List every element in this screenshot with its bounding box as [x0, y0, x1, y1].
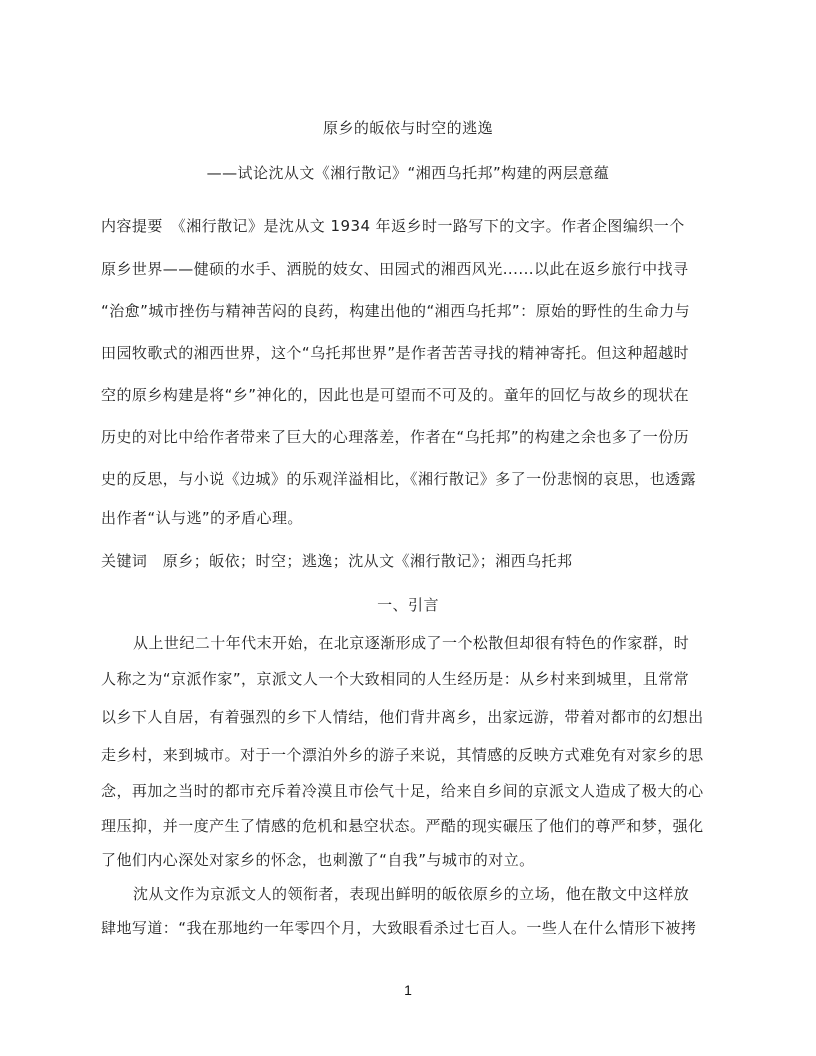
abstract-line: 出作者“认与逃”的矛盾心理。 — [101, 509, 303, 527]
abstract-line: 内容提要 《湘行散记》是沈从文 1934 年返乡时一路写下的文字。作者企图编织一个 — [101, 217, 685, 235]
keywords: 关键词 原乡；皈依；时空；逃逸；沈从文《湘行散记》；湘西乌托邦 — [101, 552, 573, 570]
paragraph-line: 念，再加之当时的都市充斥着冷漠且市侩气十足，给来自乡间的京派文人造成了极大的心 — [101, 782, 704, 800]
paragraph-line: 以乡下人自居，有着强烈的乡下人情结，他们背井离乡，出家远游，带着对都市的幻想出 — [101, 708, 704, 726]
abstract-line: 田园牧歌式的湘西世界，这个“乌托邦世界”是作者苦苦寻找的精神寄托。但这种超越时 — [101, 344, 690, 362]
abstract-line: 历史的对比中给作者带来了巨大的心理落差，作者在“乌托邦”的构建之余也多了一份历 — [101, 428, 690, 446]
paragraph-line: 沈从文作为京派文人的领衔者，表现出鲜明的皈依原乡的立场，他在散文中这样放 — [133, 885, 690, 903]
paragraph-line: 人称之为“京派作家”，京派文人一个大致相同的人生经历是：从乡村来到城里，且常常 — [101, 670, 690, 688]
abstract-line: 空的原乡构建是将“乡”神化的，因此也是可望而不可及的。童年的回忆与故乡的现状在 — [101, 386, 690, 404]
paragraph-line: 理压抑，并一度产生了情感的危机和悬空状态。严酷的现实碾压了他们的尊严和梦，强化 — [101, 817, 704, 835]
section-heading: 一、引言 — [377, 596, 439, 614]
abstract-line: 史的反思，与小说《边城》的乐观洋溢相比，《湘行散记》多了一份悲悯的哀思，也透露 — [101, 470, 697, 488]
page-title: 原乡的皈依与时空的逃逸 — [323, 119, 493, 137]
abstract-line: 原乡世界——健硕的水手、洒脱的妓女、田园式的湘西风光......以此在返乡旅行中找寻 — [101, 260, 689, 278]
abstract-line: “治愈”城市挫伤与精神苦闷的良药，构建出他的“湘西乌托邦”：原始的野性的生命力与 — [101, 302, 691, 320]
paragraph-line: 了他们内心深处对家乡的怀念，也刺激了“自我”与城市的对立。 — [101, 851, 535, 869]
paragraph-line: 走乡村，来到城市。对于一个漂泊外乡的游子来说，其情感的反映方式难免有对家乡的思 — [101, 746, 704, 764]
page-subtitle: ——试论沈从文《湘行散记》“湘西乌托邦”构建的两层意蕴 — [206, 164, 610, 182]
page-number: 1 — [404, 982, 412, 998]
paragraph-line: 肆地写道：“我在那地约一年零四个月，大致眼看杀过七百人。一些人在什么情形下被拷 — [101, 919, 697, 937]
paragraph-line: 从上世纪二十年代末开始，在北京逐渐形成了一个松散但却很有特色的作家群，时 — [133, 634, 690, 652]
